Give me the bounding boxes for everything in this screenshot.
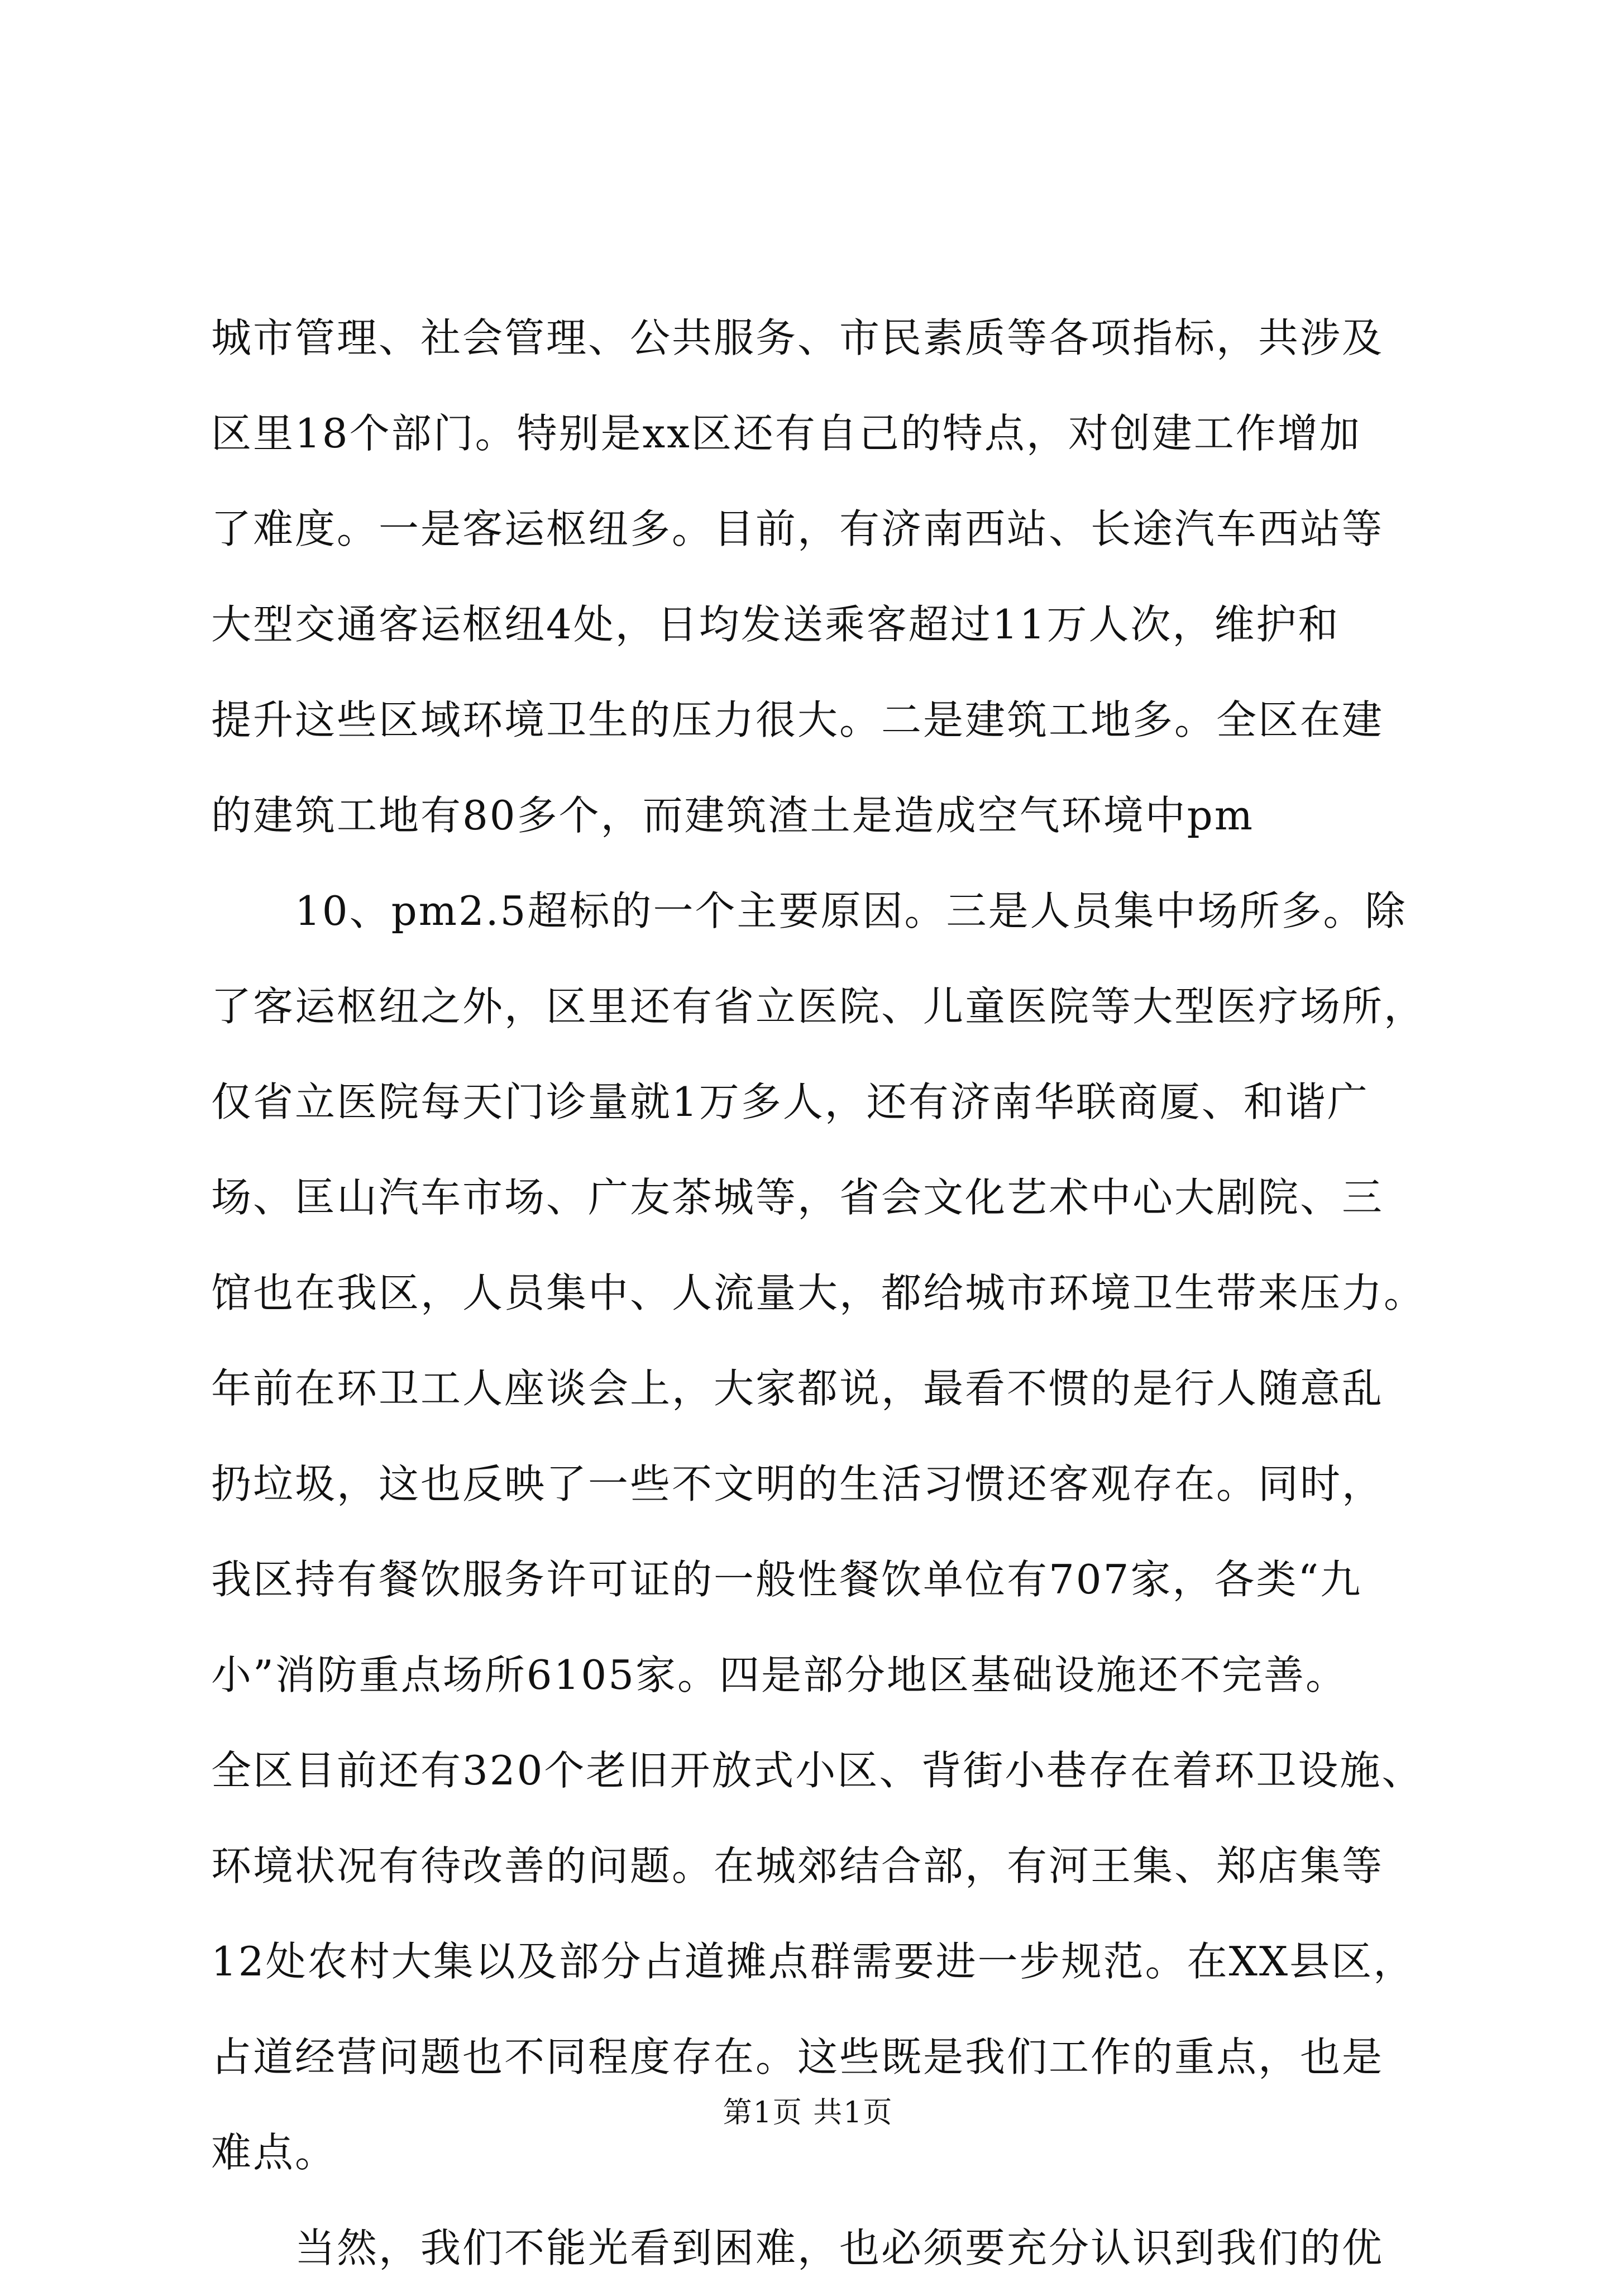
text-line: 10、pm2.5超标的一个主要原因。三是人员集中场所多。除	[295, 887, 1407, 934]
text-line: 小”消防重点场所6105家。四是部分地区基础设施还不完善。	[211, 1651, 1348, 1698]
text-line: 了难度。一是客运枢纽多。目前，有济南西站、长途汽车西站等	[211, 505, 1384, 552]
text-line: 扔垃圾，这也反映了一些不文明的生活习惯还客观存在。同时，	[211, 1460, 1384, 1507]
text-line: 难点。	[211, 2129, 337, 2176]
text-line: 仅省立医院每天门诊量就1万多人，还有济南华联商厦、和谐广	[211, 1078, 1369, 1125]
page-footer: 第1页 共1页	[723, 2096, 893, 2130]
text-line: 馆也在我区，人员集中、人流量大，都给城市环境卫生带来压力。	[211, 1269, 1426, 1316]
text-line: 提升这些区域环境卫生的压力很大。二是建筑工地多。全区在建	[211, 696, 1384, 743]
text-line: 环境状况有待改善的问题。在城郊结合部，有河王集、郑店集等	[211, 1842, 1384, 1889]
text-line: 我区持有餐饮服务许可证的一般性餐饮单位有707家，各类“九	[211, 1556, 1362, 1603]
text-line: 区里18个部门。特别是xx区还有自己的特点，对创建工作增加	[211, 410, 1361, 457]
text-line: 年前在环卫工人座谈会上，大家都说，最看不惯的是行人随意乱	[211, 1365, 1384, 1412]
text-line: 场、匡山汽车市场、广友茶城等，省会文化艺术中心大剧院、三	[211, 1174, 1384, 1221]
document-body	[211, 290, 1426, 2296]
text-line: 12处农村大集以及部分占道摊点群需要进一步规范。在XX县区，	[211, 1938, 1416, 1985]
text-line: 全区目前还有320个老旧开放式小区、背街小巷存在着环卫设施、	[211, 1747, 1424, 1794]
text-line: 的建筑工地有80多个，而建筑渣土是造成空气环境中pm	[211, 792, 1254, 839]
text-line: 大型交通客运枢纽4处，日均发送乘客超过11万人次，维护和	[211, 601, 1340, 648]
text-line: 城市管理、社会管理、公共服务、市民素质等各项指标，共涉及	[211, 314, 1384, 361]
text-line: 占道经营问题也不同程度存在。这些既是我们工作的重点，也是	[211, 2034, 1384, 2080]
text-line: 了客运枢纽之外，区里还有省立医院、儿童医院等大型医疗场所，	[211, 983, 1426, 1030]
text-line: 当然，我们不能光看到困难，也必须要充分认识到我们的优	[295, 2225, 1384, 2271]
